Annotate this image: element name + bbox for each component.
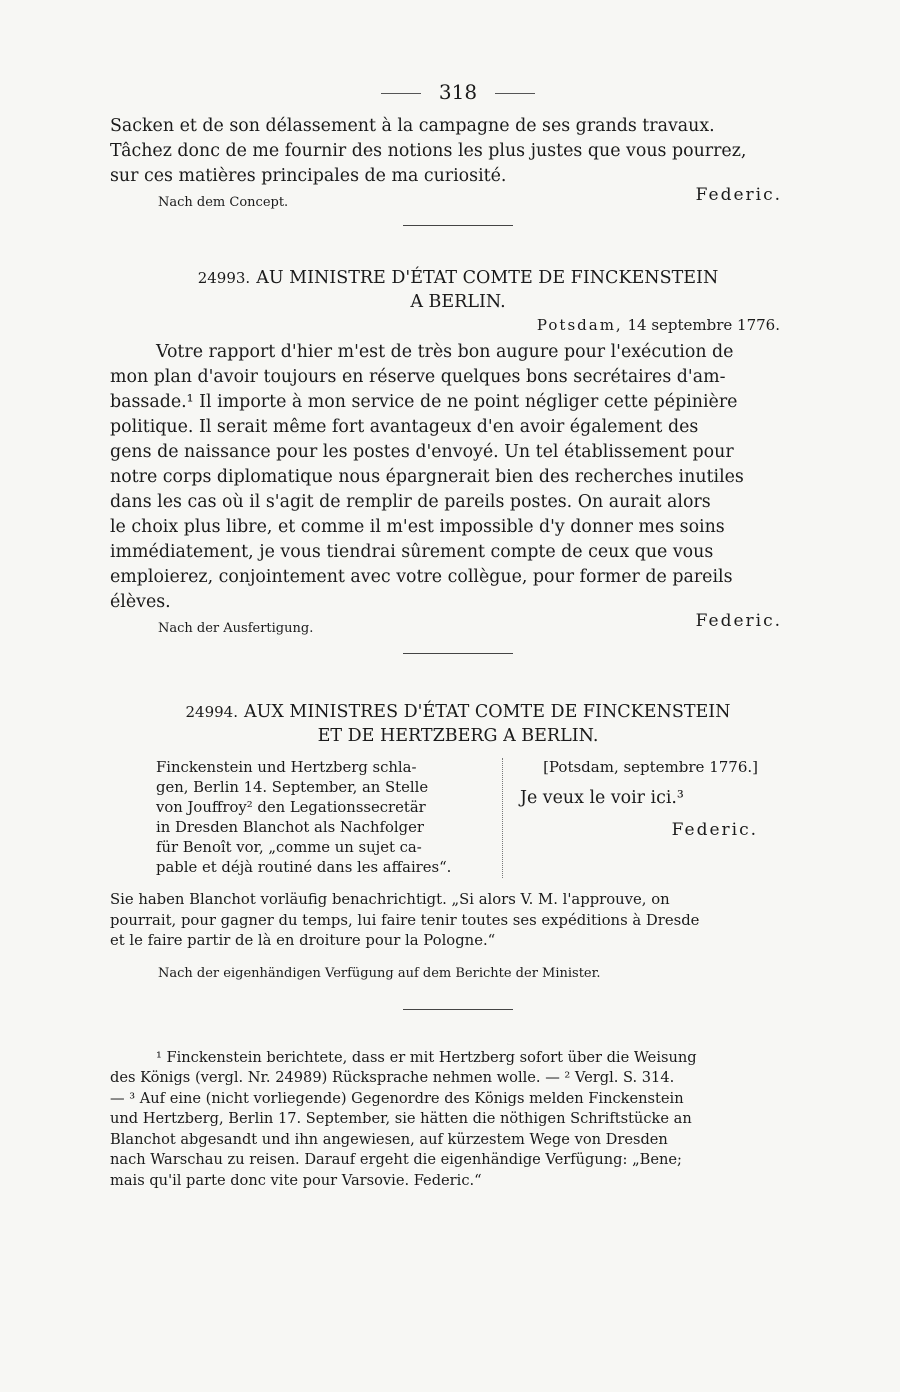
signature: Federic.: [695, 185, 782, 205]
text-line: gen, Berlin 14. September, an Stelle: [156, 779, 429, 796]
text-line: pourrait, pour gagner du temps, lui faire tenir toutes ses expéditions à Dresde: [110, 911, 700, 929]
text-line: pable et déjà routiné dans les affaires“.: [156, 859, 452, 876]
letter-date: [110, 316, 806, 334]
signature: Federic.: [671, 820, 758, 840]
letter-number: 24993.: [197, 269, 251, 287]
source-note: Nach dem Concept.: [158, 195, 289, 210]
summary-continuation: [110, 890, 806, 952]
source-note: Nach der Ausfertigung.: [158, 621, 314, 636]
signature: Federic.: [695, 611, 782, 631]
text-line: Sacken et de son délassement à la campagne de ses grands travaux.: [110, 116, 715, 136]
text-line: bassade.¹ Il importe à mon service de ne point négliger cette pépinière: [110, 392, 738, 412]
page-number-row: [110, 80, 806, 114]
two-column-block: [110, 758, 806, 890]
letter-body: [110, 340, 806, 615]
text-line: mon plan d'avoir toujours en réserve quelques bons secrétaires d'am-: [110, 367, 726, 387]
text-line: politique. Il serait même fort avantageux d'en avoir également des: [110, 417, 699, 437]
text-line: Tâchez donc de me fournir des notions les plus justes que vous pourrez,: [110, 141, 747, 161]
text-line: le choix plus libre, et comme il m'est impossible d'y donner mes soins: [110, 517, 725, 537]
text-line: élèves.: [110, 592, 171, 612]
reply-column: [520, 758, 782, 840]
heading-line: AU MINISTRE D'ÉTAT COMTE DE FINCKENSTEIN: [256, 268, 719, 288]
letter-heading: [110, 700, 806, 748]
text-line: von Jouffroy² den Legationssecretär: [156, 799, 426, 816]
heading-line: AUX MINISTRES D'ÉTAT COMTE DE FINCKENSTEIN: [244, 702, 731, 722]
date-text: 14 septembre 1776.: [627, 316, 780, 334]
text-line: gens de naissance pour les postes d'envoyé. Un tel établissement pour: [110, 442, 734, 462]
text-line: immédiatement, je vous tiendrai sûrement compte de ceux que vous: [110, 542, 714, 562]
heading-line: A BERLIN.: [410, 292, 506, 312]
date-place: Potsdam,: [536, 316, 623, 334]
footnotes: [110, 1048, 806, 1192]
text-line: emploierez, conjointement avec votre collègue, pour former de pareils: [110, 567, 733, 587]
footnote-line: des Königs (vergl. Nr. 24989) Rücksprache nehmen wolle. — ² Vergl. S. 314.: [110, 1069, 675, 1086]
heading-line: ET DE HERTZBERG A BERLIN.: [317, 726, 599, 746]
text-line: sur ces matières principales de ma curiosité.: [110, 166, 507, 186]
text-line: notre corps diplomatique nous épargnerait bien des recherches inutiles: [110, 467, 744, 487]
text-line: Sie haben Blanchot vorläufig benachrichtigt. „Si alors V. M. l'approuve, on: [110, 891, 670, 908]
footnote-line: und Hertzberg, Berlin 17. September, sie hätten die nöthigen Schriftstücke an: [110, 1110, 692, 1127]
source-row: [110, 611, 806, 647]
source-note: Nach der eigenhändigen Verfügung auf dem Berichte der Minister.: [158, 965, 601, 981]
text-line: et le faire partir de là en droiture pour la Pologne.“: [110, 932, 496, 949]
page-number: 318: [438, 80, 478, 104]
text-line: Finckenstein und Hertzberg schla-: [156, 759, 417, 776]
text-line: dans les cas où il s'agit de remplir de pareils postes. On aurait alors: [110, 492, 711, 512]
summary-column: [156, 758, 503, 878]
source-row: [110, 185, 806, 221]
text-line: für Benoît vor, „comme un sujet ca-: [156, 839, 422, 856]
text-line: Votre rapport d'hier m'est de très bon augure pour l'exécution de: [156, 342, 734, 362]
footnote-line: nach Warschau zu reisen. Darauf ergeht die eigenhändige Verfügung: „Bene;: [110, 1151, 682, 1168]
document-page: [110, 80, 806, 1191]
footnote-line: mais qu'il parte donc vite pour Varsovie. Federic.“: [110, 1171, 482, 1189]
text-line: in Dresden Blanchot als Nachfolger: [156, 819, 424, 836]
letter-date: [Potsdam, septembre 1776.]: [543, 758, 758, 776]
previous-letter-end: [110, 114, 806, 189]
footnote-line: ¹ Finckenstein berichtete, dass er mit Hertzberg sofort über die Weisung: [156, 1048, 697, 1066]
reply-text: Je veux le voir ici.³: [520, 788, 684, 808]
letter-number: 24994.: [185, 703, 238, 721]
letter-heading: [110, 266, 806, 314]
divider: [381, 93, 421, 94]
footnote-line: — ³ Auf eine (nicht vorliegende) Gegenordre des Königs melden Finckenstein: [110, 1089, 684, 1107]
divider: [495, 93, 535, 94]
footnote-line: Blanchot abgesandt und ihn angewiesen, auf kürzestem Wege von Dresden: [110, 1130, 668, 1148]
